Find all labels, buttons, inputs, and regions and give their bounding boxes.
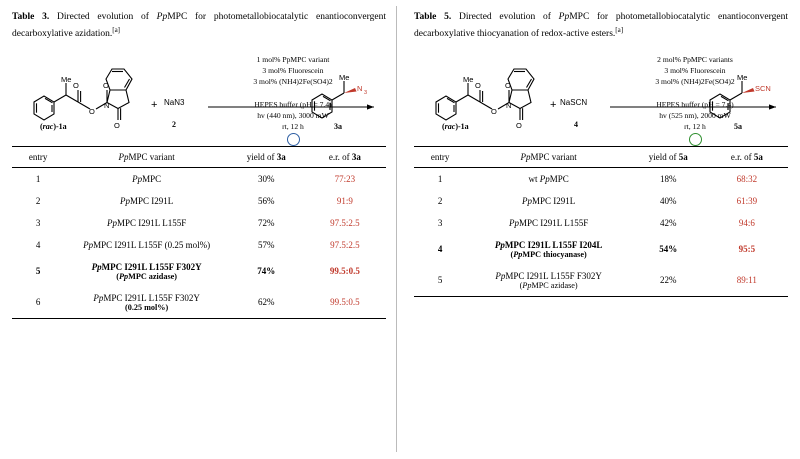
substrate-5-rac: rac [444,121,456,131]
table-5-caption-footnote: [a] [615,25,624,34]
svg-text:O: O [516,120,522,130]
yield-cell: 72% [258,217,275,228]
yield-cell: 54% [659,244,678,255]
condition-3-3: HEPES buffer (pH = 7.4) [254,99,332,109]
yield-cell: 74% [257,266,276,277]
yield-cell: 57% [258,239,275,250]
svg-text:O: O [505,80,511,90]
substrate-5-name: )-1a [455,121,469,131]
entry-cell: 3 [437,217,443,228]
entry-cell: 2 [437,195,443,206]
svg-text:O: O [73,80,79,90]
reagent-5-number: 4 [574,119,578,129]
entry-cell: 1 [35,173,41,184]
table-row [414,167,788,190]
entry-cell: 5 [414,265,466,297]
svg-text:O: O [491,106,497,116]
table-5 [414,146,788,297]
condition-5-4: hv (525 nm), 2000 mW [659,110,731,120]
condition-5-3: HEPES buffer (pH = 7.4) [656,99,734,109]
table-5-caption-text-2: MPC for photometallobiocatalytic enantioconvergent decarboxylative thiocyanation of redox-active esters. [414,12,788,39]
table-row [12,234,386,256]
svg-text:+: + [550,98,557,111]
er-cell: 99.5:0.5 [304,287,386,319]
table-5-col-er: e.r. of 5a [706,146,788,167]
table-3-caption-italic: Pp [156,12,168,22]
table-row [12,190,386,212]
blue-lamp-icon [287,133,300,146]
table-5-col-entry: entry [414,146,466,167]
table-5-header-row [414,146,788,167]
svg-text:Me: Me [463,74,474,84]
variant-cell: PpMPC I291L L155F (0.25 mol%) [83,239,211,250]
conditions-5 [610,54,780,146]
yield-cell: 40% [660,195,677,206]
reagent-3-formula [164,98,184,107]
reagent-3-name: NaN3 [164,97,185,107]
variant-cell: PpMPC I291L L155F F302Y (PpMPC azidase) [466,265,631,297]
condition-5-1: 3 mol% Fluorescein [664,65,726,75]
table-3-col-er: e.r. of 3a [304,146,386,167]
variant-cell: PpMPC [132,173,162,184]
condition-3-5: rt, 12 h [282,121,304,131]
lamp-3-indicator [208,133,378,146]
green-lamp-icon [689,133,702,146]
substrate-5-label [442,122,469,131]
variant-cell: PpMPC I291L [120,195,174,206]
conditions-5-arrow-gap [610,87,780,99]
entry-cell: 5 [35,266,41,277]
yield-cell: 18% [660,173,677,184]
reagent-5-name: NaSCN [560,97,588,107]
table-row [12,167,386,190]
table-3-caption-text-2: MPC for photometallobiocatalytic enantioconvergent decarboxylative azidation. [12,12,386,39]
er-cell: 95:5 [738,244,756,255]
er-cell: 68:32 [736,173,758,184]
yield-cell: 30% [258,173,275,184]
table-3-header-row [12,146,386,167]
yield-cell: 56% [258,195,275,206]
substrate-3-rac: rac [42,121,54,131]
substrate-3-name: )-1a [53,121,67,131]
table-row [12,212,386,234]
substrate-3-paren-open: ( [40,121,43,131]
conditions-3-arrow-gap [208,87,378,99]
variant-cell: PpMPC I291L L155F I204L (PpMPC thiocyanase) [494,239,603,259]
table-row [12,287,386,319]
table-row [414,234,788,265]
yield-cell: 62% [229,287,304,319]
table-row [414,265,788,297]
svg-text:N: N [357,83,363,93]
table-5-col-yield: yield of 5a [631,146,706,167]
svg-text:SCN: SCN [755,83,771,93]
table-row [414,190,788,212]
svg-text:O: O [475,80,481,90]
table-5-head [414,146,788,167]
variant-cell: PpMPC I291L L155F F302Y (PpMPC azidase) [91,261,202,281]
table-5-caption [414,10,788,42]
svg-text:Me: Me [61,74,72,84]
svg-text:O: O [89,106,95,116]
entry-cell: 2 [35,195,41,206]
table-3-col-variant: PpMPC variant [64,146,229,167]
product-3-label: 3a [334,121,342,131]
table-3-caption-text-1: Directed evolution of [56,12,157,22]
svg-text:Me: Me [339,72,350,82]
svg-text:Me: Me [737,72,748,82]
table-3-body [12,167,386,318]
entry-cell: 1 [437,173,443,184]
table-5-panel [400,0,800,459]
condition-3-4: hv (440 nm), 3000 mW [257,110,329,120]
condition-5-0: 2 mol% PpMPC variants [657,54,733,64]
table-3 [12,146,386,319]
table-5-reaction-scheme [414,50,788,142]
entry-cell: 4 [437,244,443,255]
yield-cell: 42% [660,217,677,228]
condition-5-5: rt, 12 h [684,121,706,131]
lamp-5-indicator [610,133,780,146]
svg-text:N: N [104,100,110,110]
er-cell: 94:6 [738,217,755,228]
svg-text:+: + [151,98,158,111]
table-3-caption [12,10,386,42]
variant-cell: PpMPC I291L L155F F302Y (0.25 mol%) [64,287,229,319]
yield-cell: 22% [631,265,706,297]
table-3-caption-footnote: [a] [112,25,121,34]
entry-cell: 4 [35,239,41,250]
substrate-3-label [40,122,67,131]
table-3-col-yield: yield of 3a [229,146,304,167]
table-5-col-variant: PpMPC variant [466,146,631,167]
reagent-3-number: 2 [172,119,176,129]
table-5-caption-italic: Pp [558,12,570,22]
variant-cell: PpMPC I291L [522,195,576,206]
table-row [414,212,788,234]
condition-5-2: 3 mol% (NH4)2Fe(SO4)2 [655,76,735,86]
table-3-head [12,146,386,167]
condition-3-0: 1 mol% PpMPC variant [256,54,330,64]
er-cell: 61:39 [736,195,758,206]
condition-3-2: 3 mol% (NH4)2Fe(SO4)2 [253,76,333,86]
product-5-label: 5a [734,121,742,131]
er-cell: 77:23 [334,173,356,184]
er-cell: 91:9 [336,195,353,206]
er-cell: 99.5:0.5 [329,266,360,277]
entry-cell: 3 [35,217,41,228]
table-5-body [414,167,788,296]
table-3-col-entry: entry [12,146,64,167]
table-row [12,256,386,287]
er-cell: 97.5:2.5 [330,239,360,250]
er-cell: 89:11 [706,265,788,297]
substrate-5-paren-open: ( [442,121,445,131]
table-3-reaction-scheme [12,50,386,142]
variant-cell: PpMPC I291L L155F [509,217,589,228]
variant-cell: wt PpMPC [528,173,569,184]
svg-text:3: 3 [364,89,368,96]
conditions-3 [208,54,378,146]
table-3-label: Table 3. [12,12,50,22]
table-5-caption-text-1: Directed evolution of [458,12,559,22]
er-cell: 97.5:2.5 [330,217,360,228]
variant-cell: PpMPC I291L L155F [107,217,187,228]
svg-text:O: O [114,120,120,130]
svg-text:N: N [506,100,512,110]
table-5-label: Table 5. [414,12,452,22]
condition-3-1: 3 mol% Fluorescein [262,65,324,75]
reagent-5-formula [560,98,587,107]
svg-text:O: O [103,80,109,90]
entry-cell: 6 [12,287,64,319]
